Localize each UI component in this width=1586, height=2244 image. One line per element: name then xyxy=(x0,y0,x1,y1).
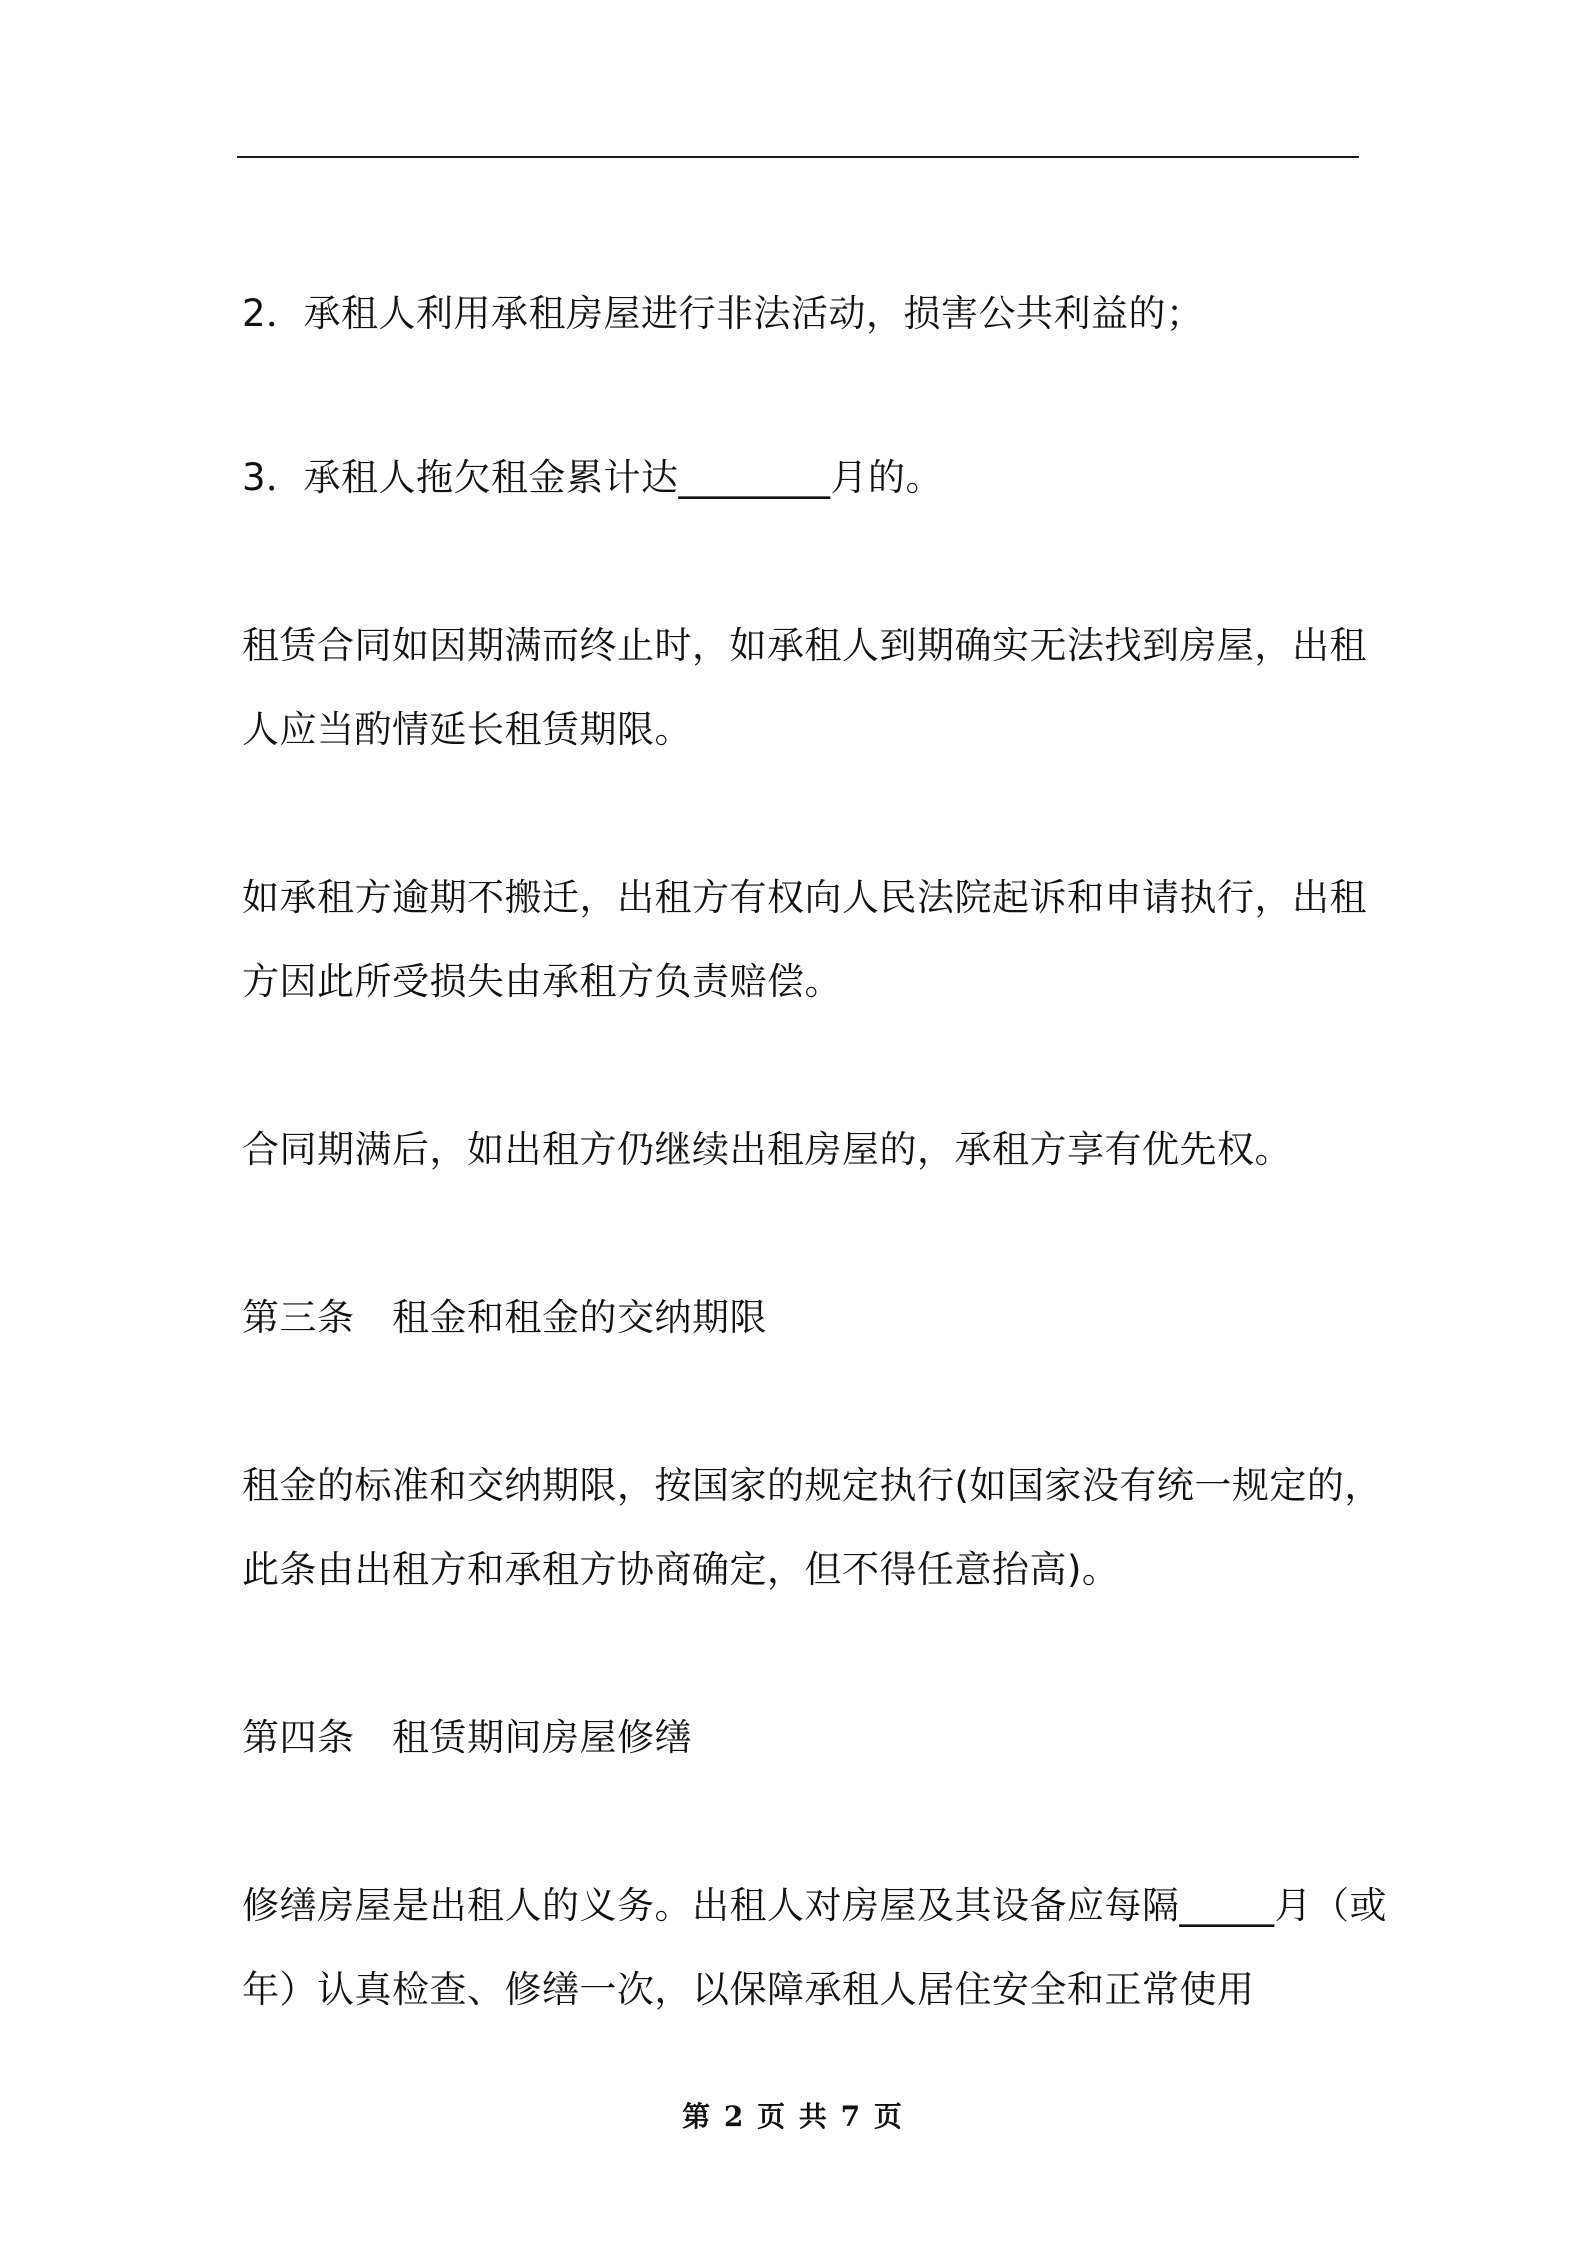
section-4-heading: 第四条 租赁期间房屋修缮 xyxy=(242,1716,692,1759)
paragraph-repair-line-1: 修缮房屋是出租人的义务。出租人对房屋及其设备应每隔_____月（或 xyxy=(242,1884,1387,1927)
paragraph-rent-line-1: 租金的标准和交纳期限，按国家的规定执行(如国家没有统一规定的， xyxy=(242,1464,1382,1507)
paragraph-priority-text: 合同期满后，如出租方仍继续出租房屋的，承租方享有优先权。 xyxy=(242,1128,1292,1171)
clause-2-text: 2．承租人利用承租房屋进行非法活动，损害公共利益的； xyxy=(242,292,1204,335)
paragraph-repair-line-2: 年）认真检查、修缮一次，以保障承租人居住安全和正常使用 xyxy=(242,1968,1255,2011)
paragraph-eviction-line-2: 方因此所受损失由承租方负责赔偿。 xyxy=(242,960,842,1003)
page-number-footer: 第 2 页 共 7 页 xyxy=(682,2100,904,2133)
header-rule xyxy=(237,156,1359,158)
paragraph-rent-line-2: 此条由出租方和承租方协商确定，但不得任意抬高)。 xyxy=(242,1548,1120,1591)
section-3-heading: 第三条 租金和租金的交纳期限 xyxy=(242,1296,767,1339)
paragraph-extension-line-1: 租赁合同如因期满而终止时，如承租人到期确实无法找到房屋，出租 xyxy=(242,624,1367,667)
paragraph-eviction-line-1: 如承租方逾期不搬迁，出租方有权向人民法院起诉和申请执行，出租 xyxy=(242,876,1367,919)
paragraph-extension-line-2: 人应当酌情延长租赁期限。 xyxy=(242,708,692,751)
clause-3-text: 3．承租人拖欠租金累计达________月的。 xyxy=(242,456,944,499)
